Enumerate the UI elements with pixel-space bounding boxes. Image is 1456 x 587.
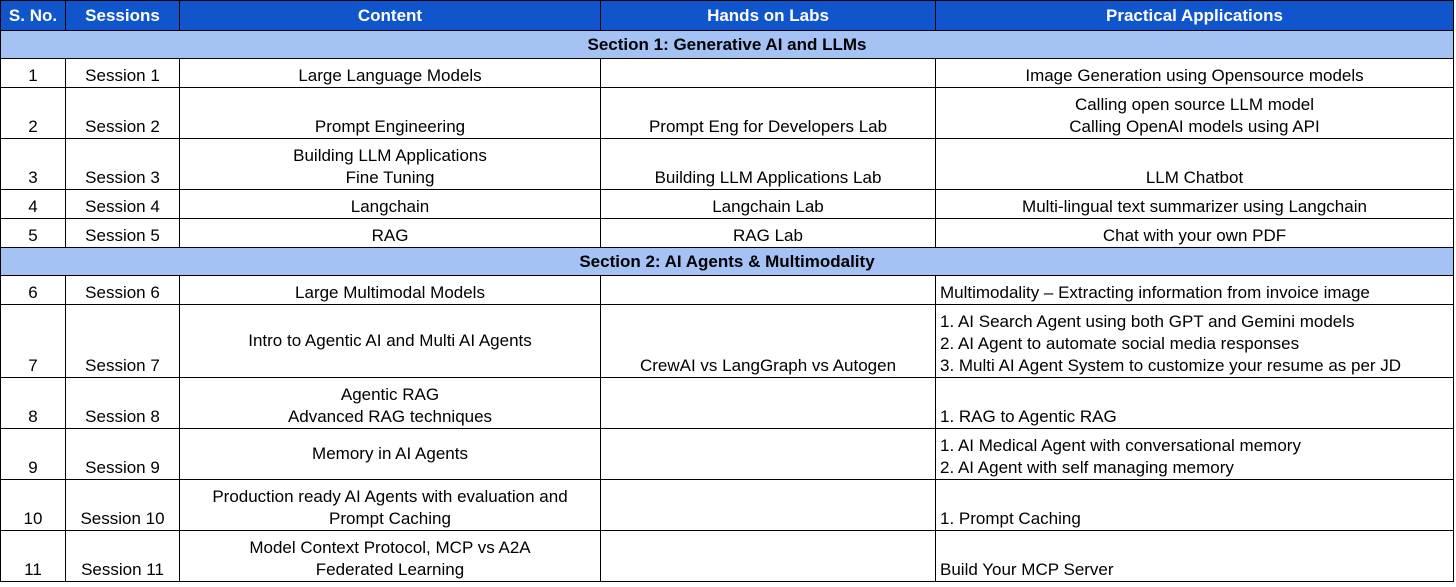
cell-applications-line: Multi-lingual text summarizer using Langchain [1022, 197, 1367, 216]
cell-lab [601, 59, 936, 88]
cell-lab [601, 276, 936, 305]
cell-lab [601, 219, 936, 248]
table-row [1, 276, 1454, 305]
table-row [1, 531, 1454, 582]
cell-content [180, 531, 601, 582]
cell-applications-line: 1. AI Search Agent using both GPT and Gemini models [940, 312, 1355, 331]
section-title: Section 1: Generative AI and LLMs [1, 31, 1454, 59]
cell-session: Session 10 [66, 480, 180, 531]
table-row [1, 378, 1454, 429]
cell-session: Session 6 [66, 276, 180, 305]
cell-sno: 5 [1, 219, 66, 248]
cell-content-line: Building LLM Applications [293, 146, 487, 165]
cell-content [180, 190, 601, 219]
cell-content [180, 219, 601, 248]
cell-lab [601, 305, 936, 378]
cell-applications [936, 378, 1454, 429]
section-title: Section 2: AI Agents & Multimodality [1, 248, 1454, 276]
table-row [1, 305, 1454, 378]
cell-lab [601, 190, 936, 219]
cell-sno: 6 [1, 276, 66, 305]
table-row [1, 139, 1454, 190]
cell-applications-line: 1. RAG to Agentic RAG [940, 407, 1117, 426]
cell-applications [936, 531, 1454, 582]
cell-sno: 2 [1, 88, 66, 139]
cell-content-line: Intro to Agentic AI and Multi AI Agents [248, 331, 532, 350]
table-row [1, 429, 1454, 480]
cell-applications-line: 1. AI Medical Agent with conversational memory [940, 436, 1301, 455]
cell-content [180, 139, 601, 190]
cell-content-line: Memory in AI Agents [312, 444, 468, 463]
cell-session: Session 8 [66, 378, 180, 429]
cell-session: Session 5 [66, 219, 180, 248]
header-sno: S. No. [1, 1, 66, 31]
cell-applications-line: Build Your MCP Server [940, 560, 1114, 579]
cell-sno: 9 [1, 429, 66, 480]
cell-lab-line: Langchain Lab [712, 197, 824, 216]
cell-applications-line: Calling open source LLM model [1074, 95, 1315, 114]
section-row [1, 31, 1454, 59]
table-row [1, 88, 1454, 139]
cell-lab [601, 480, 936, 531]
cell-content-line: Federated Learning [315, 560, 465, 579]
cell-sno: 7 [1, 305, 66, 378]
header-row [1, 1, 1454, 31]
cell-session: Session 7 [66, 305, 180, 378]
table-row [1, 480, 1454, 531]
cell-content [180, 276, 601, 305]
cell-session: Session 3 [66, 139, 180, 190]
cell-applications-line: Image Generation using Opensource models [1025, 66, 1364, 85]
cell-lab-line: Prompt Eng for Developers Lab [648, 117, 888, 136]
cell-lab [601, 429, 936, 480]
cell-applications-line: Chat with your own PDF [1102, 226, 1287, 245]
cell-applications-line: 2. AI Agent with self managing memory [940, 458, 1234, 477]
cell-lab [601, 139, 936, 190]
header-sessions: Sessions [66, 1, 180, 31]
cell-content [180, 305, 601, 378]
cell-sno: 1 [1, 59, 66, 88]
table-row [1, 190, 1454, 219]
cell-applications-line: Calling OpenAI models using API [1069, 117, 1320, 136]
cell-content-line: Large Multimodal Models [295, 283, 485, 302]
cell-content-line: Langchain [350, 197, 430, 216]
cell-applications-line: 2. AI Agent to automate social media responses [940, 334, 1300, 353]
cell-content [180, 378, 601, 429]
cell-content-line: Large Language Models [298, 66, 482, 85]
header-applications: Practical Applications [936, 1, 1454, 31]
cell-applications-line: Multimodality – Extracting information from invoice image [940, 283, 1370, 302]
cell-applications [936, 276, 1454, 305]
header-content: Content [180, 1, 601, 31]
cell-session: Session 9 [66, 429, 180, 480]
cell-content [180, 59, 601, 88]
cell-content-line: Prompt Engineering [314, 117, 466, 136]
cell-applications [936, 480, 1454, 531]
cell-lab [601, 378, 936, 429]
table-row [1, 219, 1454, 248]
cell-applications-line: 3. Multi AI Agent System to customize your resume as per JD [940, 356, 1402, 375]
table-row [1, 59, 1454, 88]
cell-content-line: Advanced RAG techniques [287, 407, 493, 426]
cell-content-line: Agentic RAG [340, 385, 440, 404]
cell-content-line: Model Context Protocol, MCP vs A2A [249, 538, 531, 557]
cell-session: Session 1 [66, 59, 180, 88]
cell-content-line: Fine Tuning [345, 168, 435, 187]
cell-sno: 11 [1, 531, 66, 582]
cell-applications [936, 219, 1454, 248]
cell-applications-line: LLM Chatbot [1145, 168, 1244, 187]
cell-applications [936, 429, 1454, 480]
cell-applications [936, 88, 1454, 139]
cell-sno: 8 [1, 378, 66, 429]
cell-sno: 4 [1, 190, 66, 219]
cell-lab-line: RAG Lab [733, 226, 803, 245]
cell-session: Session 2 [66, 88, 180, 139]
cell-sno: 10 [1, 480, 66, 531]
cell-sno: 3 [1, 139, 66, 190]
cell-applications [936, 59, 1454, 88]
cell-lab [601, 531, 936, 582]
cell-session: Session 11 [66, 531, 180, 582]
cell-lab-line: CrewAI vs LangGraph vs Autogen [639, 356, 897, 375]
cell-content-line: RAG [371, 226, 409, 245]
cell-lab [601, 88, 936, 139]
cell-applications-line: 1. Prompt Caching [940, 509, 1081, 528]
cell-content [180, 480, 601, 531]
section-row [1, 248, 1454, 276]
cell-content [180, 429, 601, 480]
header-labs: Hands on Labs [601, 1, 936, 31]
cell-content-line: Production ready AI Agents with evaluation and [212, 487, 568, 506]
cell-content [180, 88, 601, 139]
cell-lab-line: Building LLM Applications Lab [654, 168, 882, 187]
cell-session: Session 4 [66, 190, 180, 219]
cell-applications [936, 139, 1454, 190]
cell-applications [936, 305, 1454, 378]
cell-applications [936, 190, 1454, 219]
cell-content-line: Prompt Caching [329, 509, 451, 528]
